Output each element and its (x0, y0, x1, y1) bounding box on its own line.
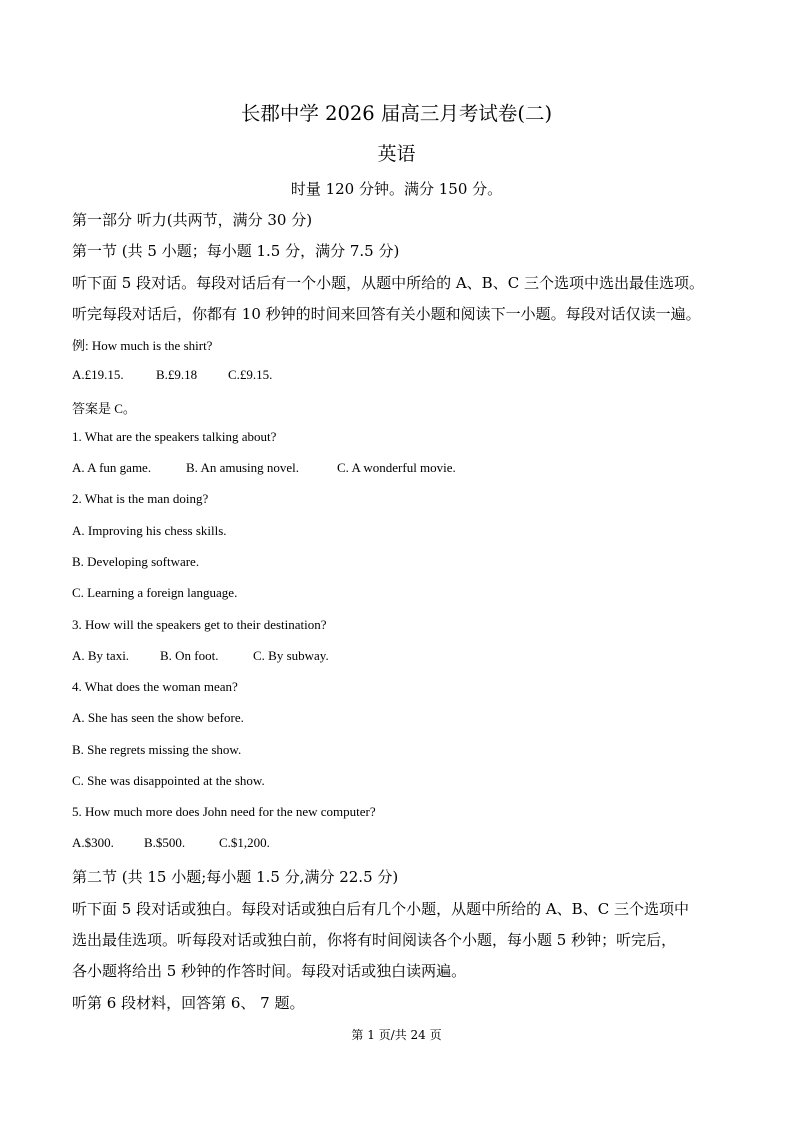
question-options (72, 835, 270, 851)
section2-instruction-line: 选出最佳选项。听每段对话或独白前，你将有时间阅读各个小题，每小题 5 秒钟；听完后， (72, 931, 677, 949)
option-a: A. She has seen the show before. (72, 710, 244, 725)
example-answer: 答案是 C。 (72, 401, 136, 416)
time-info: 时量 120 分钟。满分 150 分。 (290, 180, 503, 198)
exam-title: 长郡中学 2026 届高三月考试卷(二) (240, 102, 553, 125)
part1-heading: 第一部分 听力(共两节，满分 30 分) (72, 211, 313, 229)
option-b: B.$500. (144, 835, 186, 850)
question-stem: 5. How much more does John need for the new computer? (72, 804, 376, 819)
material-note: 听第 6 段材料，回答第 6、 7 题。 (72, 994, 305, 1012)
example-option-a: A.£19.15. (72, 367, 124, 382)
option-c: C. Learning a foreign language. (72, 585, 238, 600)
section1-instruction-line: 听完每段对话后，你都有 10 秒钟的时间来回答有关小题和阅读下一小题。每段对话仅读一遍。 (72, 305, 701, 323)
section2-instruction-line: 各小题将给出 5 秒钟的作答时间。每段对话或独白读两遍。 (72, 962, 467, 980)
option-b: B. She regrets missing the show. (72, 742, 242, 757)
section1-heading: 第一节 (共 5 小题；每小题 1.5 分，满分 7.5 分) (72, 242, 400, 260)
question-stem: 4. What does the woman mean? (72, 679, 238, 694)
question-stem: 1. What are the speakers talking about? (72, 429, 277, 444)
example-option-b: B.£9.18 (156, 367, 198, 382)
option-a: A. By taxi. (72, 648, 130, 663)
option-c: C. She was disappointed at the show. (72, 773, 265, 788)
option-c: C. A wonderful movie. (337, 460, 456, 475)
option-b: B. Developing software. (72, 554, 200, 569)
option-a: A. Improving his chess skills. (72, 523, 227, 538)
section2-heading: 第二节 (共 15 小题;每小题 1.5 分,满分 22.5 分) (72, 868, 399, 886)
page-number: 第 1 页/共 24 页 (351, 1028, 442, 1042)
option-b: B. An amusing novel. (186, 460, 300, 475)
section1-instruction-line: 听下面 5 段对话。每段对话后有一个小题，从题中所给的 A、B、C 三个选项中选出最佳选项。 (72, 274, 704, 292)
subject-title: 英语 (377, 143, 416, 165)
example-question: 例: How much is the shirt? (72, 338, 213, 353)
question-stem: 3. How will the speakers get to their destination? (72, 617, 327, 632)
question-stem: 2. What is the man doing? (72, 491, 209, 506)
option-b: B. On foot. (160, 648, 219, 663)
example-options (72, 367, 272, 383)
option-c: C.$1,200. (219, 835, 270, 850)
option-a: A. A fun game. (72, 460, 152, 475)
section2-instruction-line: 听下面 5 段对话或独白。每段对话或独白后有几个小题，从题中所给的 A、B、C 三个选项中 (72, 900, 689, 918)
example-option-c: C.£9.15. (228, 367, 273, 382)
question-options (72, 648, 329, 664)
question-options (72, 460, 456, 476)
option-a: A.$300. (72, 835, 114, 850)
option-c: C. By subway. (253, 648, 329, 663)
